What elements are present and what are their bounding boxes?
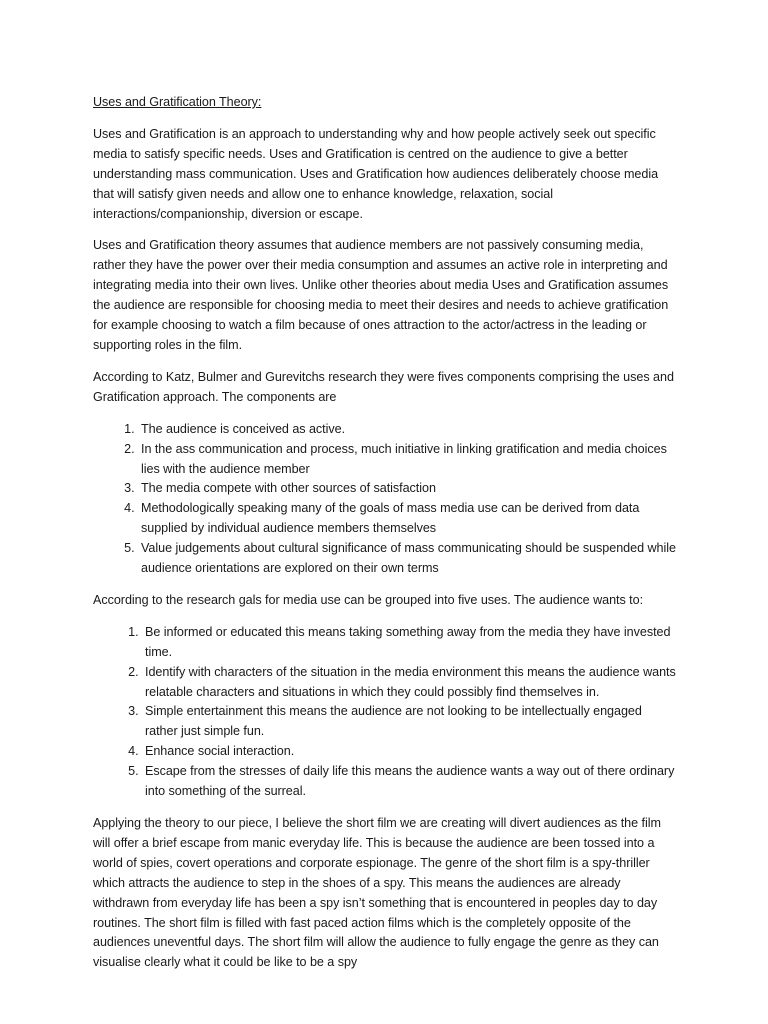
components-list [93,420,677,579]
list-item: 3. The media compete with other sources of satisfaction [138,479,677,499]
paragraph-components-intro: According to Katz, Bulmer and Gurevitchs research they were fives components comprising the uses and Gratification approach. The components are [93,369,674,404]
paragraph-assumptions: Uses and Gratification theory assumes that audience members are not passively consuming media, rather they have the power over their media consumption and assumes an active role in interpreting and integrating media into their own lives. Unlike other theories about media Uses and Gratification assumes the audience are responsible for choosing media to meet their desires and needs to achieve gratification for example choosing to watch a film because of ones attraction to the actor/actress in the leading or supporting roles in the film. [93,238,669,352]
document-title: Uses and Gratification Theory: [93,95,262,109]
paragraph-application: Applying the theory to our piece, I believe the short film we are creating will divert audiences as the film will offer a brief escape from manic everyday life. This is because the audience are been tossed into a world of spies, covert operations and corporate espionage. The genre of the short film is a spy-thriller which attracts the audience to step in the shoes of a spy. This means the audiences are already withdrawn from everyday life has been a spy isn’t something that is encountered in peoples day to day routines. The short film is filled with fast paced action films which is the completely opposite of the audiences uneventful days. The short film will allow the audience to fully engage the genre as they can visualise clearly what it could be like to be a spy [93,816,661,970]
paragraph-uses-intro: According to the research gals for media use can be grouped into five uses. The audience wants to: [93,592,644,607]
list-item: 3. Simple entertainment this means the audience are not looking to be intellectually engaged rather just simple fun. [142,702,677,742]
list-item: 2. In the ass communication and process, much initiative in linking gratification and media choices lies with the audience member [138,440,677,480]
list-item: 5. Value judgements about cultural significance of mass communicating should be suspended while audience orientations are explored on their own terms [138,539,677,579]
list-item: 1. Be informed or educated this means taking something away from the media they have invested time. [142,623,677,663]
list-item: 2. Identify with characters of the situation in the media environment this means the audience wants relatable characters and situations in which they could possibly find themselves in. [142,663,677,703]
list-item: 5. Escape from the stresses of daily life this means the audience wants a way out of there ordinary into something of the surreal. [142,762,677,802]
list-item: 1. The audience is conceived as active. [138,420,677,440]
uses-list [93,623,677,802]
list-item: 4. Enhance social interaction. [142,742,677,762]
list-item: 4. Methodologically speaking many of the goals of mass media use can be derived from data supplied by individual audience members themselves [138,499,677,539]
paragraph-intro: Uses and Gratification is an approach to understanding why and how people actively seek out specific media to satisfy specific needs. Uses and Gratification is centred on the audience to give a better understanding mass communication. Uses and Gratification how audiences deliberately choose media that will satisfy given needs and allow one to enhance knowledge, relaxation, social interactions/companionship, diversion or escape. [93,126,659,221]
document-page [93,93,677,973]
